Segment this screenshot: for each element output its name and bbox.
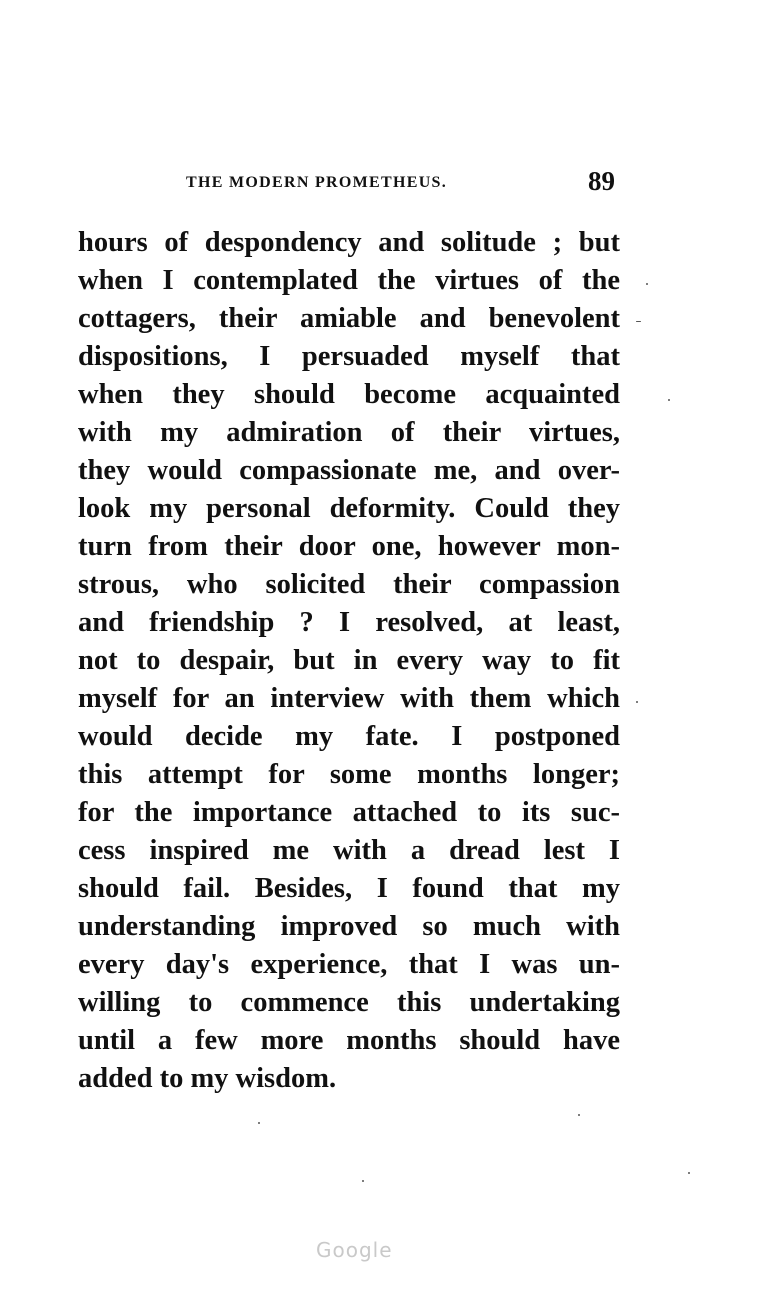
text-line: cottagers, their amiable and benevolent <box>78 303 620 334</box>
running-title: THE MODERN PROMETHEUS. <box>186 174 448 191</box>
text-line: this attempt for some months longer; <box>78 759 620 790</box>
text-line: when they should become acquainted <box>78 379 620 410</box>
text-line: hours of despondency and solitude ; but <box>78 227 620 258</box>
text-line: turn from their door one, however mon- <box>78 531 620 562</box>
scan-speck <box>636 321 641 322</box>
text-line: every day's experience, that I was un- <box>78 949 620 980</box>
google-watermark: Google <box>316 1238 393 1262</box>
scan-speck <box>578 1114 580 1116</box>
scan-speck <box>636 701 638 703</box>
text-line: when I contemplated the virtues of the <box>78 265 620 296</box>
text-line: strous, who solicited their compassion <box>78 569 620 600</box>
text-line: look my personal deformity. Could they <box>78 493 620 524</box>
text-line: they would compassionate me, and over- <box>78 455 620 486</box>
scan-speck <box>646 283 648 285</box>
scan-speck <box>362 1180 364 1182</box>
scan-speck <box>258 1122 260 1124</box>
text-line: for the importance attached to its suc- <box>78 797 620 828</box>
text-line: willing to commence this undertaking <box>78 987 620 1018</box>
text-line: and friendship ? I resolved, at least, <box>78 607 620 638</box>
text-line: should fail. Besides, I found that my <box>78 873 620 904</box>
text-line: myself for an interview with them which <box>78 683 620 714</box>
text-line: with my admiration of their virtues, <box>78 417 620 448</box>
scan-speck <box>688 1172 690 1174</box>
text-line: not to despair, but in every way to fit <box>78 645 620 676</box>
scan-speck <box>668 399 670 401</box>
text-line: would decide my fate. I postponed <box>78 721 620 752</box>
body-text <box>78 224 620 1098</box>
text-line: understanding improved so much with <box>78 911 620 942</box>
page-number: 89 <box>588 166 615 196</box>
text-line: dispositions, I persuaded myself that <box>78 341 620 372</box>
text-line: cess inspired me with a dread lest I <box>78 835 620 866</box>
text-line-last: added to my wisdom. <box>78 1063 337 1094</box>
text-line: until a few more months should have <box>78 1025 620 1056</box>
